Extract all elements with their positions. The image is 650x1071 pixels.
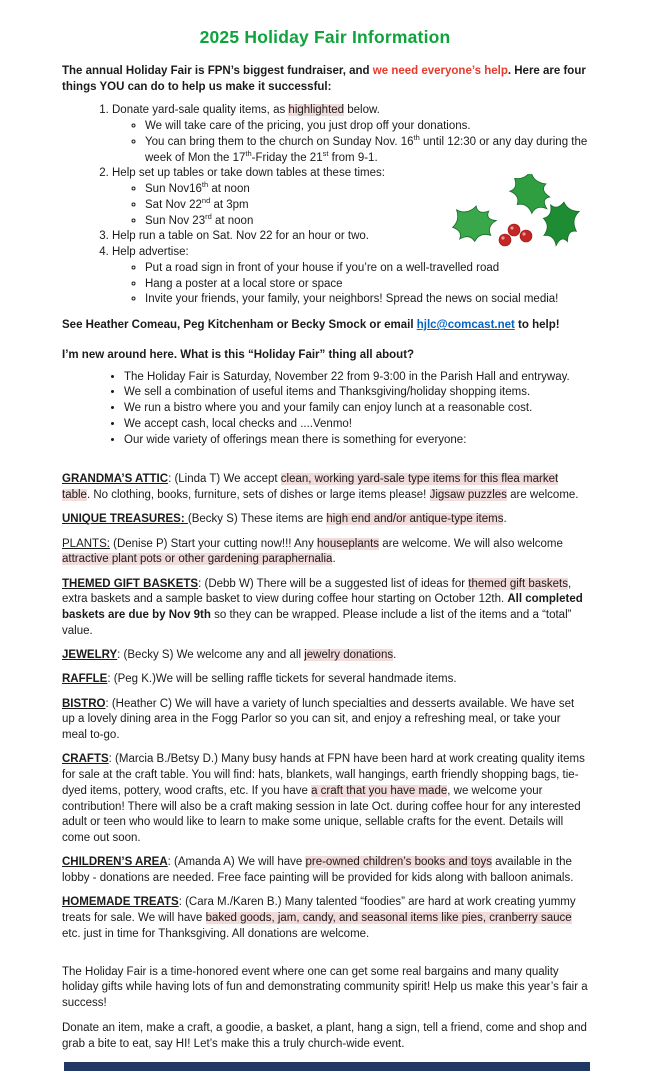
text-segment: th [201, 180, 209, 190]
highlighted-text: themed gift baskets [468, 577, 568, 590]
highlighted-text: jewelry donations [304, 649, 394, 662]
section-unique-treasures [62, 512, 588, 528]
text-segment: : (Cara M./Karen B.) Many talented “foodies” are hard at work creating yummy treats for sale. We will have [62, 896, 576, 925]
text-segment: . [332, 553, 336, 566]
text-segment: JEWELRY [62, 649, 118, 662]
text-segment: See Heather Comeau, Peg Kitchenham or Becky Smock or email [62, 319, 417, 332]
closing-paragraph-1: The Holiday Fair is a time-honored event where one can get some real bargains and many quality holiday gifts while having lots of fun and demonstrating community spirit! Help us make this year’s fair a success! [62, 965, 588, 1010]
text-segment: (Denise P) Start your cutting now!!! Any [109, 537, 318, 550]
text-segment: : (Heather C) We will have a variety of lunch specialties and desserts available. We have set up a lovely dining area in the Fogg Parlor so you can sit, and enjoy a refreshing meal, or take your meal to-go. [62, 697, 575, 742]
text-segment: CRAFTS [62, 753, 109, 766]
text-segment: so they can be wrapped. Please include a list of the items and a “total” value. [62, 609, 572, 637]
sub-item-dropoff-times [145, 135, 588, 167]
sub-item-text [145, 293, 558, 305]
text-segment: we need everyone’s help [372, 64, 508, 77]
text-segment: at 3pm [210, 198, 249, 211]
contact-line [62, 318, 588, 334]
sub-item-text [145, 278, 343, 290]
sub-item-text [145, 133, 588, 164]
text-segment: All completed baskets are due by Nov 9th [62, 593, 583, 622]
text-segment: Hang a poster at a local store or space [145, 277, 343, 290]
text-segment: : (Debb W) There will be a suggested list of ideas for [198, 577, 469, 590]
text-segment: GRANDMA’S ATTIC [62, 473, 169, 486]
sub-item-text [145, 120, 471, 132]
text-segment: Help run a table on Sat. Nov 22 for an hour or two. [112, 230, 369, 243]
section-plants [62, 537, 588, 569]
text-segment: : (Amanda A) We will have [167, 856, 306, 869]
text-segment: We will take care of the pricing, you just drop off your donations. [145, 120, 471, 133]
text-segment: Help advertise: [112, 246, 189, 259]
highlighted-text: Jigsaw puzzles [429, 489, 507, 502]
text-segment: PLANTS: [62, 537, 110, 550]
intro-paragraph [62, 64, 588, 96]
text-segment: etc. just in time for Thanksgiving. All donations are welcome. [62, 927, 370, 940]
holly-leaf-icon [541, 200, 580, 247]
berry-shine [522, 232, 525, 235]
about-bullet-variety: • Our wide variety of offerings mean there is something for everyone: [124, 433, 588, 449]
text-segment: are welcome. We will also welcome [379, 537, 563, 550]
text-segment: THEMED GIFT BASKETS [62, 577, 199, 590]
text-segment: until 12:30 or any day during the week of Mon the 17 [145, 135, 588, 164]
section-homemade-treats [62, 895, 588, 942]
help-item-donate-text [112, 104, 380, 116]
highlighted-text: clean, working yard-sale type items for this flea market table [62, 473, 559, 502]
about-heading: I’m new around here. What is this “Holiday Fair” thing all about? [62, 348, 415, 361]
berry-shine [501, 236, 504, 239]
about-bullet-items: • We sell a combination of useful items and Thanksgiving/holiday shopping items. [124, 385, 588, 401]
text-segment: to help! [514, 319, 560, 332]
highlighted-text: high end and/or antique-type items [326, 513, 504, 526]
text-segment: are welcome. [506, 489, 579, 502]
text-segment: : (Linda T) We accept [168, 473, 281, 486]
email-link[interactable]: hjlc@comcast.net [416, 319, 515, 332]
sub-item-text [145, 211, 254, 227]
about-bullet-bistro: • We run a bistro where you and your family can enjoy lunch at a reasonable cost. [124, 401, 588, 417]
text-segment: Sat Nov 22 [145, 198, 202, 211]
text-segment: Invite your friends, your family, your neighbors! Spread the news on social media! [145, 293, 559, 306]
holly-berry-icon [520, 230, 532, 242]
text-segment: : (Becky S) We welcome any and all [117, 649, 305, 662]
sub-item-invite [145, 292, 588, 308]
text-segment: You can bring them to the church on Sunday Nov. 16 [145, 135, 414, 148]
text-segment: HOMEMADE TREATS [62, 896, 179, 909]
sub-item-road-sign [145, 261, 588, 277]
text-segment: available in the lobby - donations are needed. Free face painting will be provided for kids along with balloon animals. [62, 856, 574, 885]
help-item-tables-text [112, 167, 385, 179]
text-segment: -Friday the 21 [251, 151, 323, 164]
berry-shine [510, 226, 513, 229]
help-item-donate [112, 103, 588, 166]
text-segment: . [393, 649, 397, 662]
text-segment: th [413, 133, 420, 143]
text-segment: RAFFLE [62, 673, 108, 686]
highlighted-text: baked goods, jam, candy, and seasonal items like pies, cranberry sauce [205, 912, 572, 925]
sections-block [62, 472, 588, 942]
help-item-advertise-sublist [112, 261, 588, 308]
sub-item-pricing [145, 119, 588, 135]
text-segment: (Becky S) These items are [187, 513, 327, 526]
holly-illustration [450, 174, 588, 262]
text-segment: st [322, 148, 329, 158]
text-segment: UNIQUE TREASURES [62, 513, 181, 526]
highlighted-text: houseplants [317, 537, 380, 550]
sub-item-text [145, 196, 249, 211]
text-segment: The annual Holiday Fair is FPN’s biggest fundraiser, and [62, 64, 373, 77]
text-segment: : (Marcia B./Betsy D.) Many busy hands at FPN have been hard at work creating quality items for sale at the craft table. You will find: hats, blankets, wall hangings, earth friendly shopping bags, tie-dyed items, pottery, wood crafts, etc. If you have [62, 753, 585, 797]
sub-item-text [145, 262, 499, 274]
section-bistro [62, 697, 588, 744]
text-segment: th [245, 148, 252, 158]
about-bullet-date: • The Holiday Fair is Saturday, November 22 from 9-3:00 in the Parish Hall and entryway. [124, 370, 588, 386]
help-item-advertise-text [112, 246, 189, 258]
about-bullet-payment: • We accept cash, local checks and ....Venmo! [124, 417, 588, 433]
section-jewelry [62, 648, 588, 664]
section-raffle [62, 672, 588, 688]
text-segment: Put a road sign in front of your house if you’re on a well-travelled road [145, 261, 500, 274]
text-segment: BISTRO [62, 697, 106, 710]
section-themed-gift-baskets [62, 577, 588, 640]
section-grandmas-attic [62, 472, 588, 504]
holly-leaf-icon [450, 201, 500, 246]
next-page-edge-bar [64, 1062, 590, 1071]
text-segment: , we welcome your contribution! There will also be a craft making session in late Oct. during coffee hour for any interested adult or teen who would like to learn to make some unique, sellable crafts for the event. Details will come out soon. [62, 784, 581, 845]
help-item-donate-sublist [112, 119, 588, 166]
highlighted-text: pre-owned children’s books and toys [305, 856, 492, 869]
text-segment: nd [201, 196, 211, 206]
section-childrens-area [62, 855, 588, 887]
text-segment: rd [205, 211, 212, 221]
text-segment: , extra baskets and a sample basket to view during coffee hour starting on October 12th. [62, 577, 572, 606]
text-segment: below. [344, 104, 380, 117]
text-segment: Help set up tables or take down tables at these times: [112, 167, 385, 180]
help-item-run-table-text [112, 230, 369, 242]
highlighted-text: attractive plant pots or other gardening paraphernalia [62, 553, 333, 566]
text-segment: at noon [211, 214, 254, 227]
text-segment: from 9-1. [328, 151, 378, 164]
sub-item-text [145, 180, 250, 196]
holly-berry-icon [508, 224, 520, 236]
text-segment: CHILDREN’S AREA [62, 856, 168, 869]
text-segment: . No clothing, books, furniture, sets of dishes or large items please! [86, 489, 430, 502]
text-segment: . Here are four things YOU can do to help us make it successful: [62, 64, 586, 93]
text-segment: Sun Nov16 [145, 183, 202, 196]
text-segment: . [503, 513, 507, 526]
page-title: 2025 Holiday Fair Information [199, 27, 451, 47]
holly-berry-icon [499, 234, 511, 246]
about-list [62, 370, 588, 449]
text-segment: Sun Nov 23 [145, 214, 206, 227]
text-segment: Donate yard-sale quality items, as [112, 104, 289, 117]
section-crafts [62, 752, 588, 847]
closing-paragraph-2: Donate an item, make a craft, a goodie, a basket, a plant, hang a sign, tell a friend, come and shop and grab a bite to eat, say HI! Let’s make this a truly church-wide event. [62, 1021, 587, 1050]
text-segment: : (Peg K.)We will be selling raffle tickets for several handmade items. [107, 673, 457, 686]
text-segment: : [180, 513, 188, 526]
sub-item-poster [145, 277, 588, 293]
highlighted-text: a craft that you have made [311, 784, 448, 797]
highlighted-text: highlighted [288, 104, 345, 117]
text-segment: at noon [208, 183, 250, 196]
